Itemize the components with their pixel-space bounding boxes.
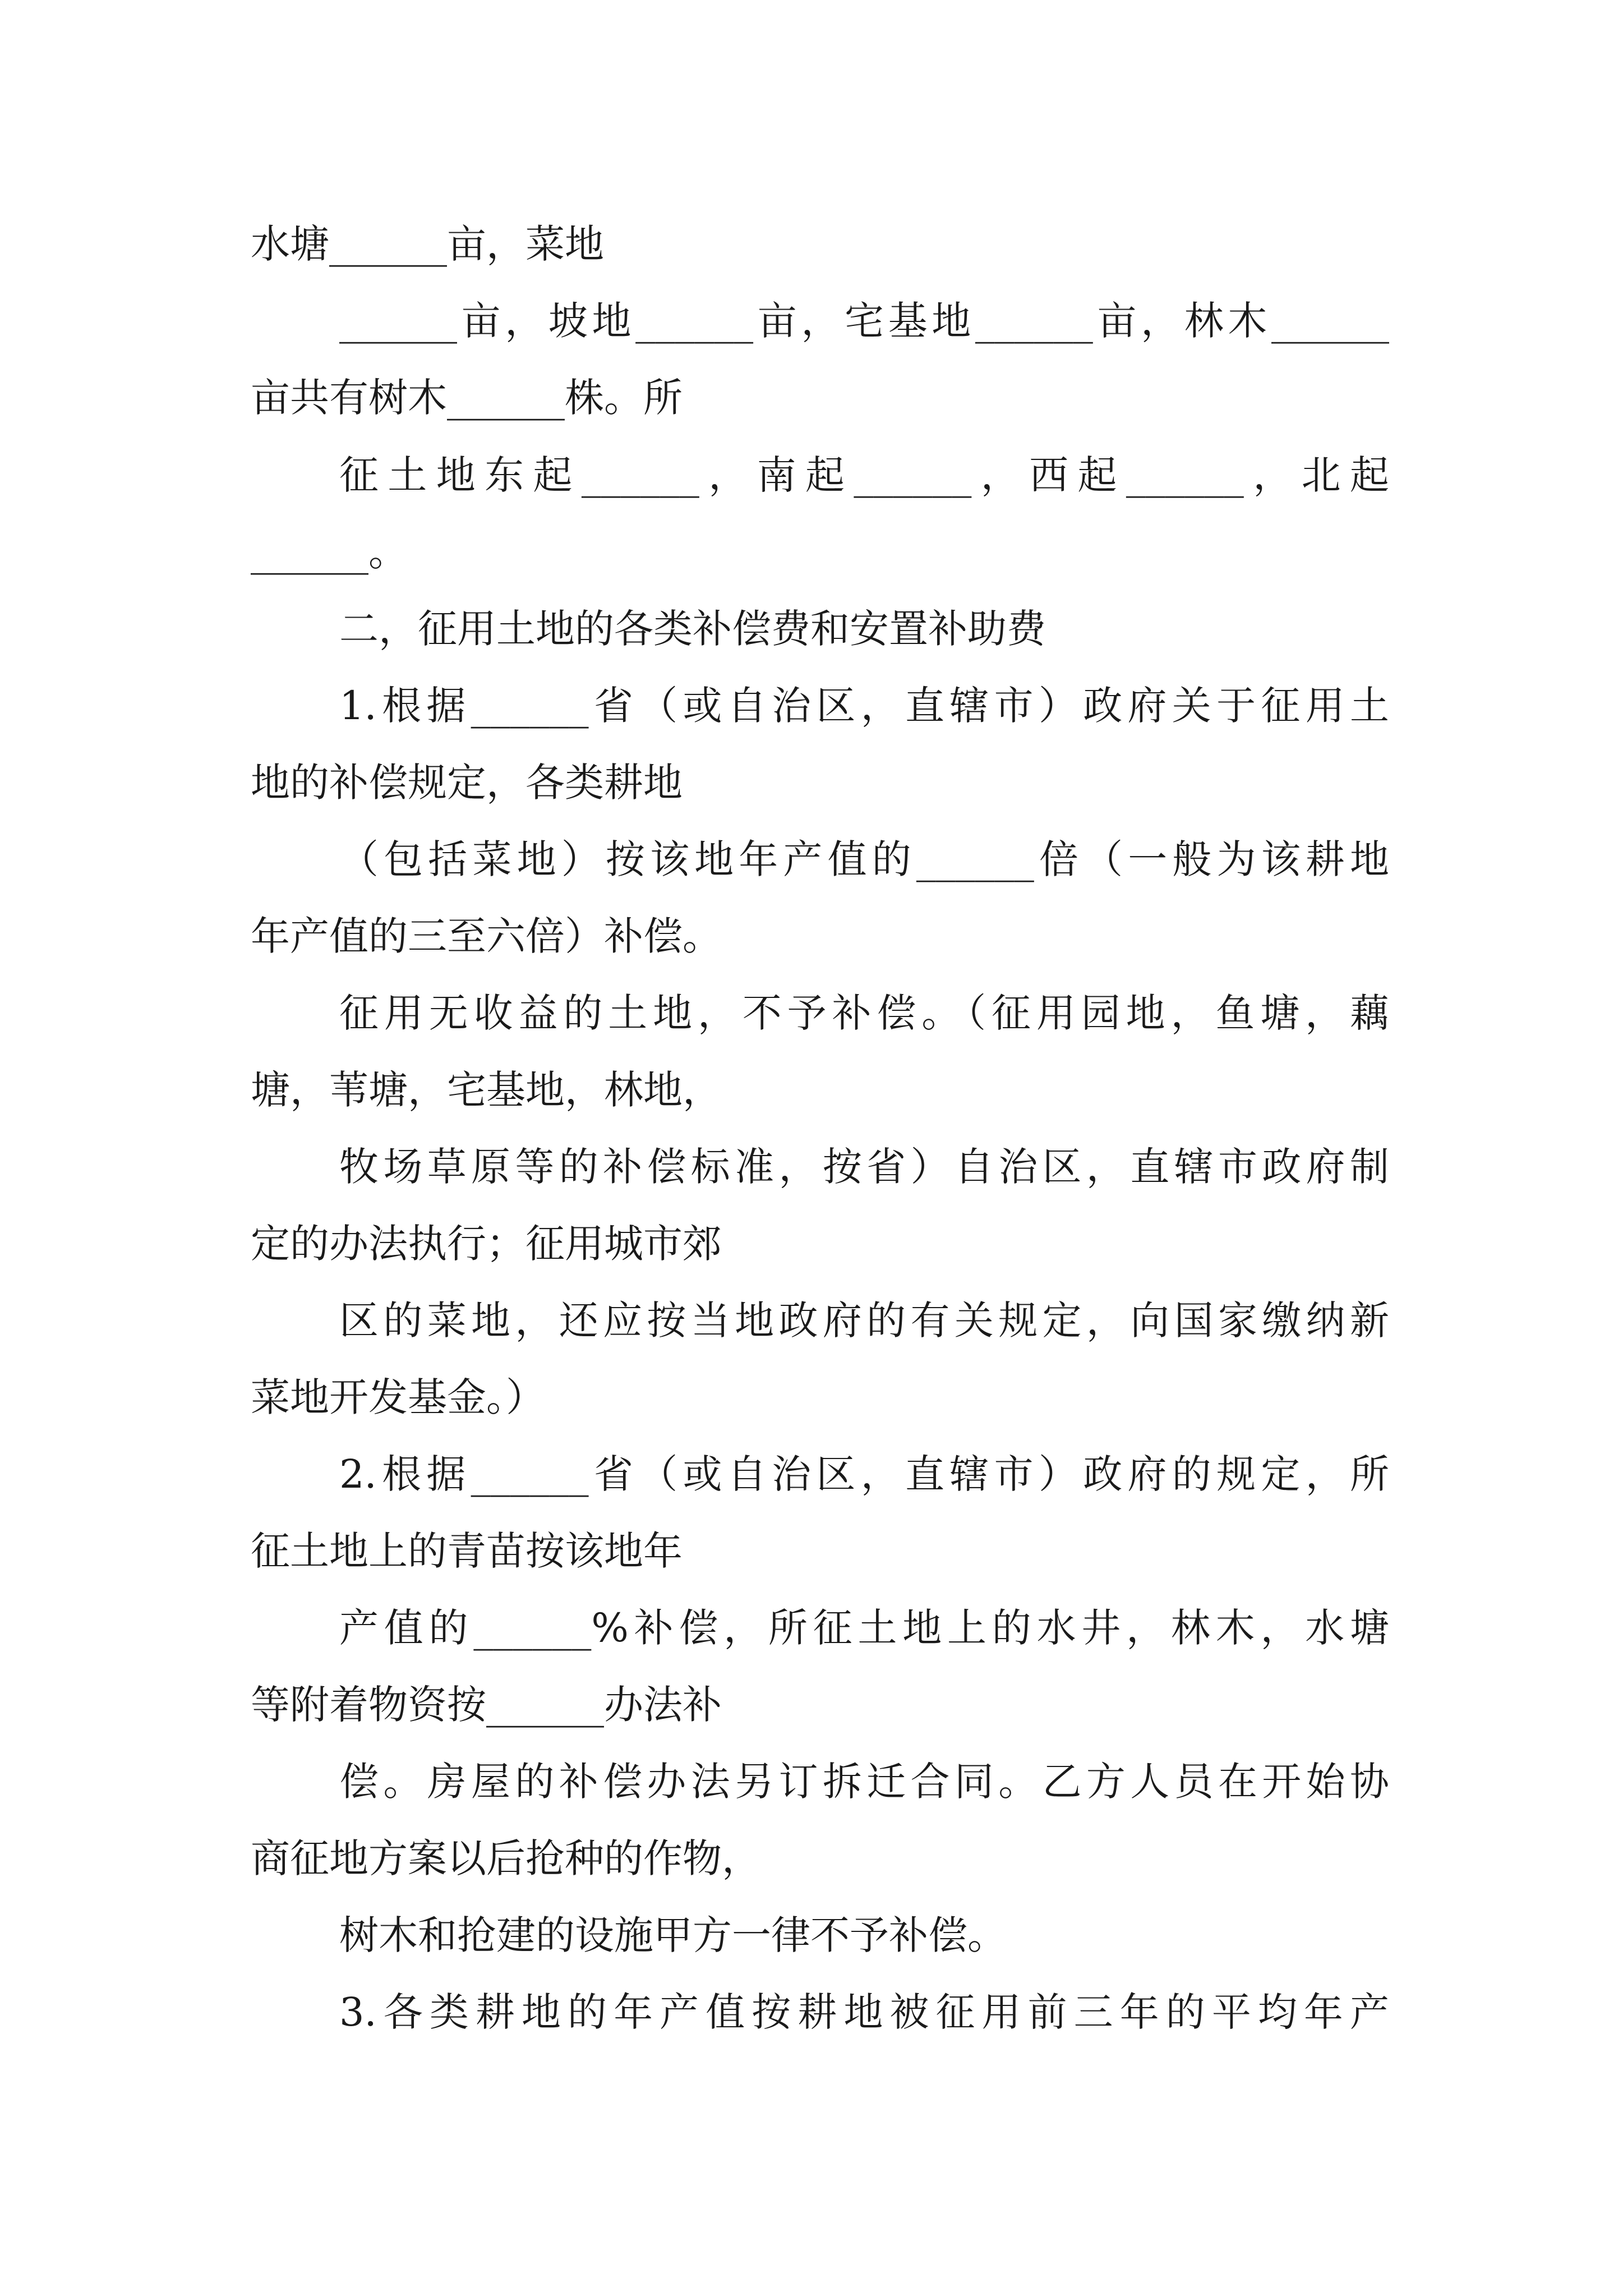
text-line: ______。: [251, 529, 408, 575]
text-line: 菜地开发基金。）: [251, 1374, 545, 1420]
text-line: 地的补偿规定，各类耕地: [251, 760, 683, 806]
text-line: 定的办法执行；征用城市郊: [251, 1221, 722, 1267]
text-line: 年产值的三至六倍）补偿。: [251, 913, 722, 959]
text-line: 征土地上的青苗按该地年: [251, 1528, 683, 1574]
text-line: 等附着物资按______办法补: [251, 1682, 722, 1728]
text-line: 1.根据______省（或自治区，直辖市）政府关于征用土: [339, 683, 1389, 729]
text-line: 牧场草原等的补偿标准，按省）自治区，直辖市政府制: [339, 1144, 1389, 1190]
text-line: 产值的______%补偿，所征土地上的水井，林木，水塘: [339, 1605, 1389, 1651]
text-line: 征用无收益的土地，不予补偿。（征用园地，鱼塘，藕: [339, 990, 1389, 1036]
section-heading: 二，征用土地的各类补偿费和安置补助费: [339, 606, 1046, 652]
text-line: ______亩，坡地______亩，宅基地______亩，林木______: [339, 298, 1389, 344]
text-line: 2.根据______省（或自治区，直辖市）政府的规定，所: [339, 1451, 1389, 1497]
text-line: 偿。房屋的补偿办法另订拆迁合同。乙方人员在开始协: [339, 1759, 1389, 1805]
text-line: 水塘______亩，菜地: [251, 221, 604, 267]
text-line: 征土地东起______，南起______，西起______，北起: [339, 452, 1389, 498]
text-line: 亩共有树木______株。所: [251, 375, 683, 421]
text-line: （包括菜地）按该地年产值的______倍（一般为该耕地: [339, 836, 1389, 882]
text-line: 塘，苇塘，宅基地，林地，: [251, 1067, 722, 1113]
text-line: 3.各类耕地的年产值按耕地被征用前三年的平均年产: [339, 1989, 1389, 2035]
text-line: 商征地方案以后抢种的作物，: [251, 1835, 761, 1881]
text-line: 树木和抢建的设施甲方一律不予补偿。: [339, 1912, 1007, 1958]
text-line: 区的菜地，还应按当地政府的有关规定，向国家缴纳新: [339, 1297, 1389, 1343]
